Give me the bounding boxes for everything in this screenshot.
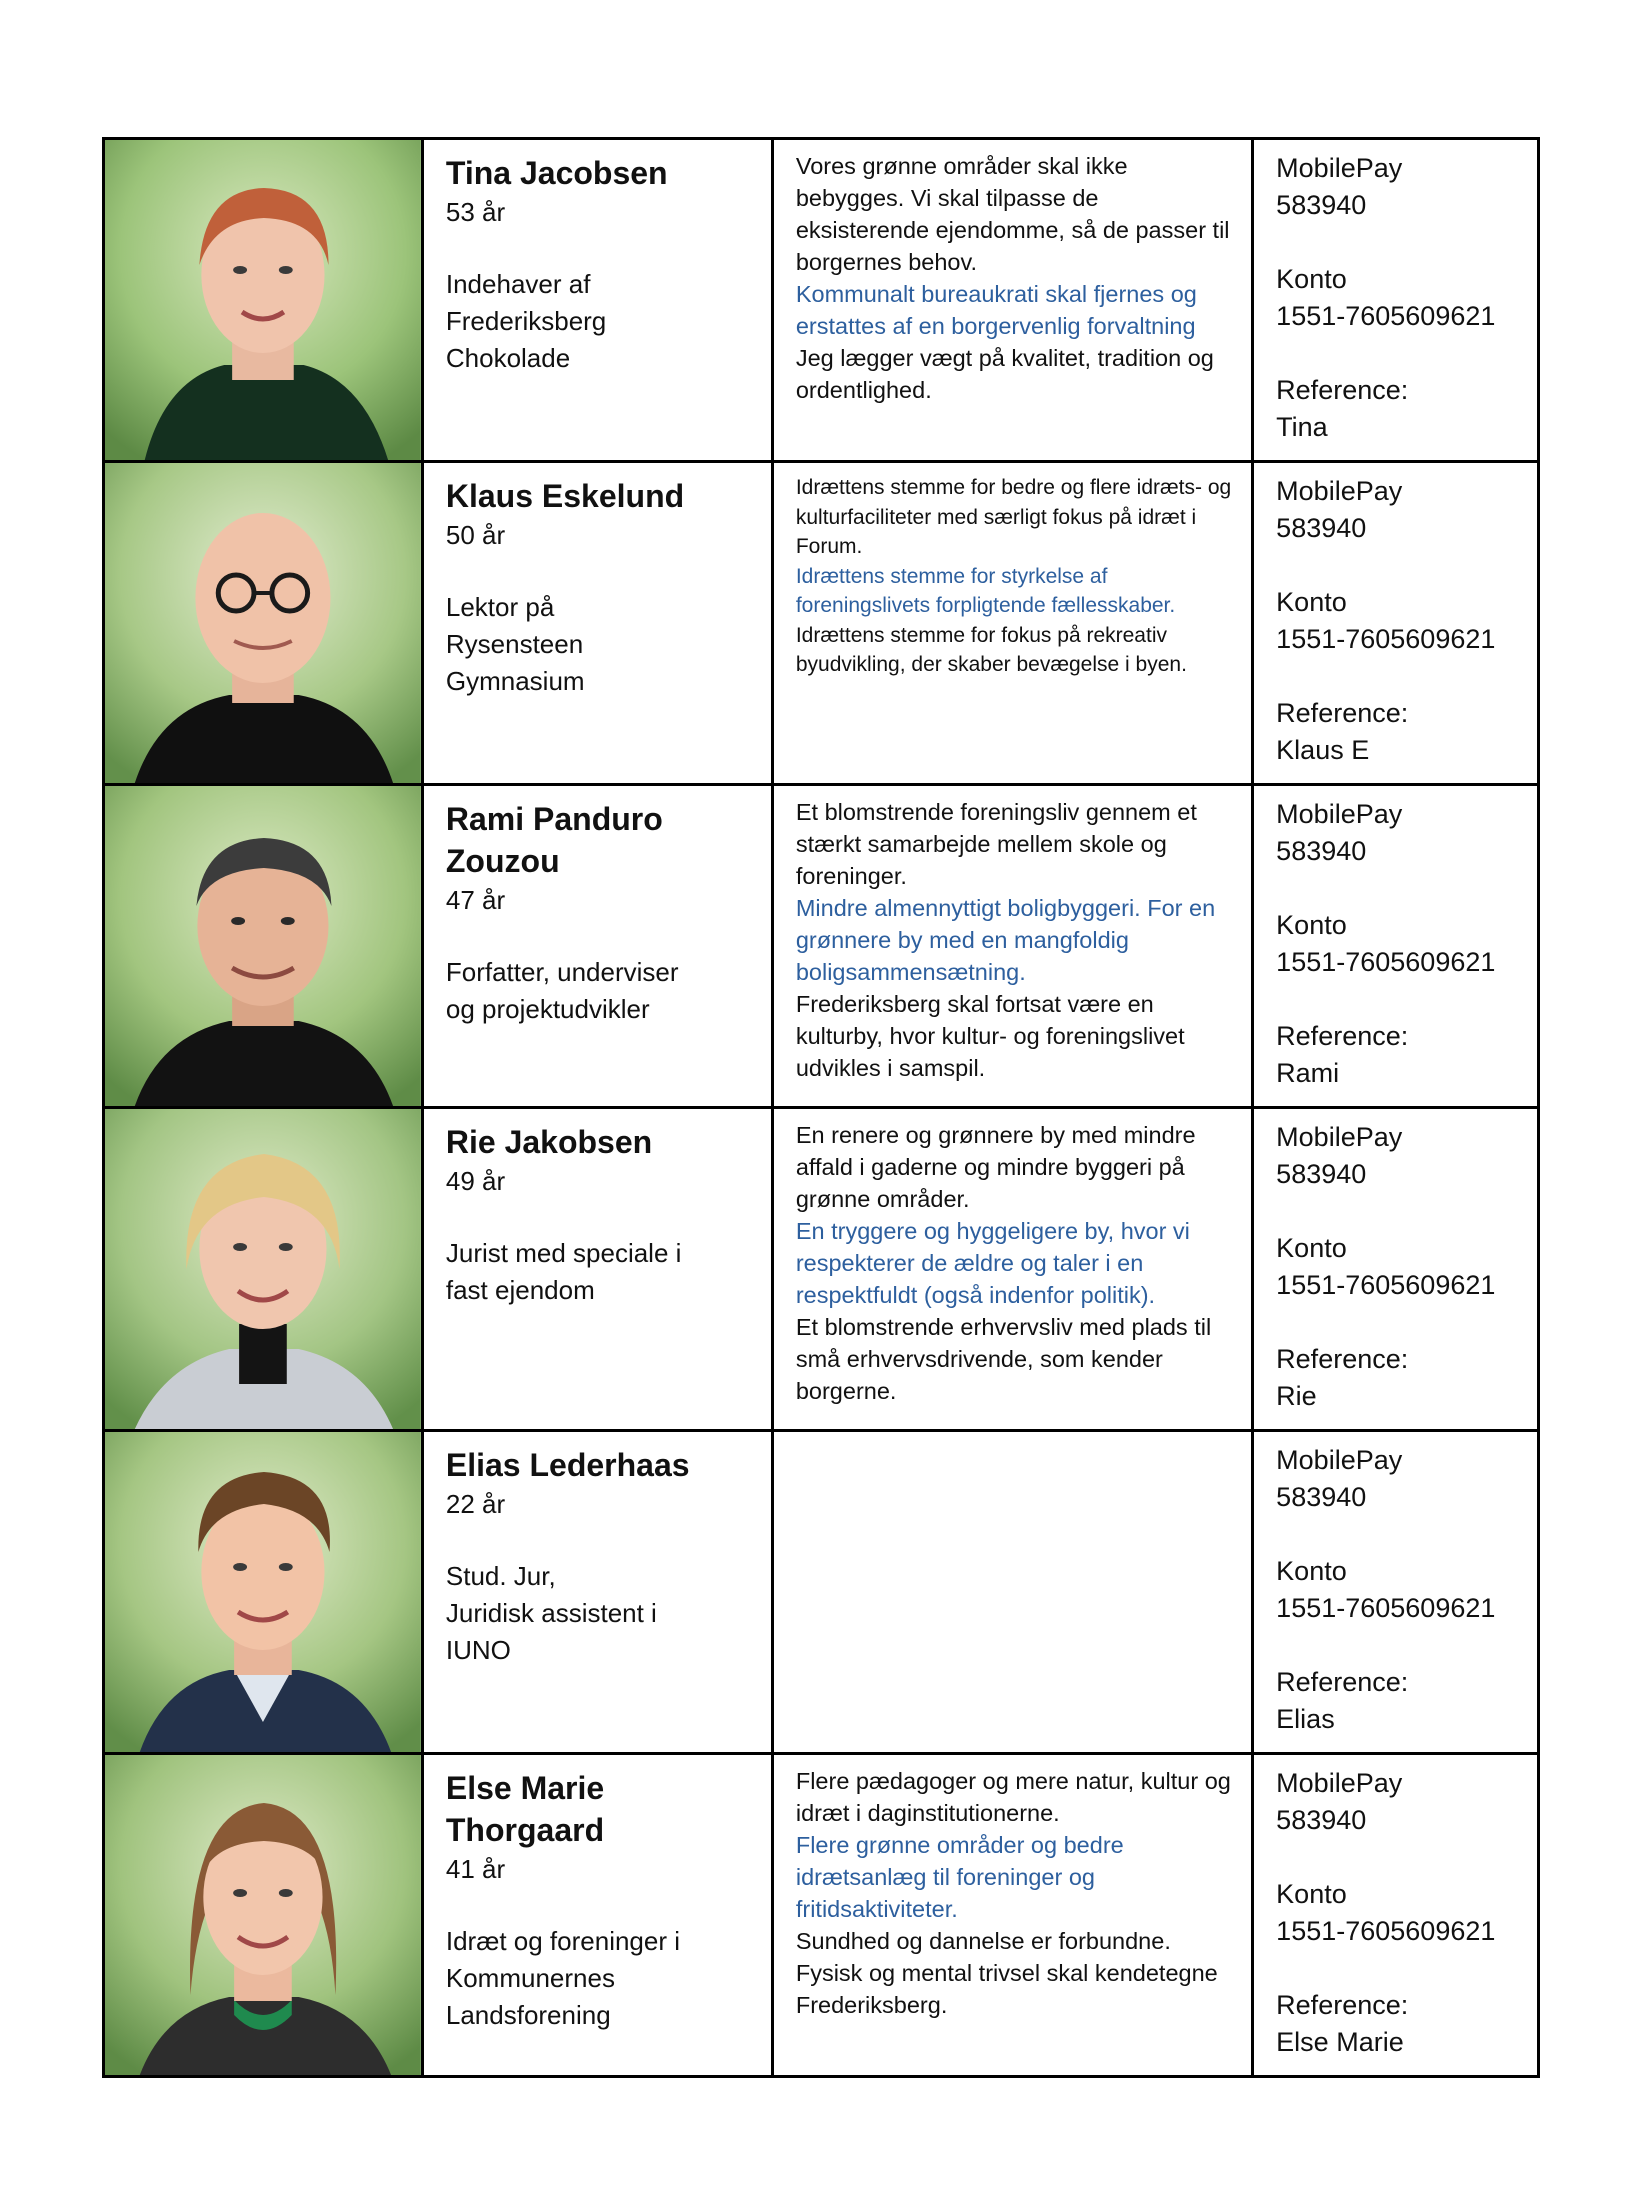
statement: Flere pædagoger og mere natur, kultur og idræt i daginstitutionerne. — [795, 1768, 1231, 1826]
mobilepay-number: 583940 — [1276, 1482, 1367, 1512]
candidate-name: Elias Lederhaas — [445, 1447, 690, 1483]
candidate-photo-cell — [104, 139, 423, 462]
reference-value: Else Marie — [1276, 2027, 1404, 2057]
candidate-photo-cell — [104, 1754, 423, 2077]
konto-label: Konto — [1276, 1879, 1347, 1909]
candidate-payment-cell — [1253, 139, 1539, 462]
konto-label: Konto — [1276, 264, 1347, 294]
candidate-photo-cell — [104, 462, 423, 785]
candidate-info-cell — [422, 1108, 772, 1431]
statement: En renere og grønnere by med mindre affald i gaderne og mindre byggeri på grønne områder. — [795, 1122, 1196, 1212]
candidate-occupation: Idræt og foreninger i Kommunernes Landsforening — [445, 1926, 681, 2030]
candidate-photo — [105, 463, 421, 783]
candidate-payment-cell — [1253, 462, 1539, 785]
reference-value: Rami — [1276, 1058, 1340, 1088]
mobilepay-label: MobilePay — [1276, 1768, 1403, 1798]
statement: Frederiksberg skal fortsat være en kulturby, hvor kultur- og foreningslivet udvikles i samspil. — [795, 991, 1185, 1081]
mobilepay-number: 583940 — [1276, 1159, 1367, 1189]
candidate-age: 22 år — [445, 1489, 506, 1519]
candidate-info-cell — [422, 1754, 772, 2077]
candidate-photo — [105, 786, 421, 1106]
candidate-name: Tina Jacobsen — [445, 155, 668, 191]
candidate-age: 41 år — [445, 1854, 506, 1884]
candidate-row — [104, 1431, 1539, 1754]
candidate-photo-cell — [104, 785, 423, 1108]
reference-value: Tina — [1276, 412, 1328, 442]
statement: Jeg lægger vægt på kvalitet, tradition og ordentlighed. — [795, 345, 1214, 403]
reference-label: Reference: — [1276, 1667, 1409, 1697]
konto-label: Konto — [1276, 1556, 1347, 1586]
candidate-info-cell — [422, 1431, 772, 1754]
statement: Vores grønne områder skal ikke bebygges. Vi skal tilpasse de eksisterende ejendomme, så de passer til borgernes behov. — [795, 153, 1230, 275]
konto-number: 1551-7605609621 — [1276, 1270, 1496, 1300]
candidate-age: 49 år — [445, 1166, 506, 1196]
statement: Idrættens stemme for styrkelse af foreningslivets forpligtende fællesskaber. — [795, 564, 1176, 617]
reference-value: Elias — [1276, 1704, 1335, 1734]
candidate-photo-cell — [104, 1431, 423, 1754]
mobilepay-label: MobilePay — [1276, 799, 1403, 829]
konto-label: Konto — [1276, 1233, 1347, 1263]
statement: Kommunalt bureaukrati skal fjernes og erstattes af en borgervenlig forvaltning — [795, 281, 1197, 339]
mobilepay-label: MobilePay — [1276, 1445, 1403, 1475]
mobilepay-label: MobilePay — [1276, 1122, 1403, 1152]
candidate-payment-cell — [1253, 1431, 1539, 1754]
candidate-occupation: Lektor på Rysensteen Gymnasium — [445, 592, 585, 696]
mobilepay-number: 583940 — [1276, 1805, 1367, 1835]
reference-label: Reference: — [1276, 375, 1409, 405]
konto-number: 1551-7605609621 — [1276, 301, 1496, 331]
candidate-info-cell — [422, 462, 772, 785]
reference-label: Reference: — [1276, 1990, 1409, 2020]
candidate-name: Rie Jakobsen — [445, 1124, 653, 1160]
candidate-payment-cell — [1253, 785, 1539, 1108]
candidate-row — [104, 1108, 1539, 1431]
candidate-name: Else Marie Thorgaard — [445, 1770, 605, 1848]
candidate-photo — [105, 1432, 421, 1752]
candidate-row — [104, 1754, 1539, 2077]
candidate-photo — [105, 140, 421, 460]
statement: Mindre almennyttigt boligbyggeri. For en grønnere by med en mangfoldig boligsammensætning. — [795, 895, 1216, 985]
konto-number: 1551-7605609621 — [1276, 1916, 1496, 1946]
reference-label: Reference: — [1276, 698, 1409, 728]
candidate-statements-cell — [772, 785, 1252, 1108]
statement: Sundhed og dannelse er forbundne. Fysisk og mental trivsel skal kendetegne Frederiksberg. — [795, 1928, 1218, 2018]
statement: Idrættens stemme for fokus på rekreativ byudvikling, der skaber bevægelse i byen. — [795, 623, 1187, 676]
statement: Et blomstrende foreningsliv gennem et stærkt samarbejde mellem skole og foreninger. — [795, 799, 1197, 889]
candidate-photo — [105, 1755, 421, 2075]
konto-label: Konto — [1276, 910, 1347, 940]
candidate-statements-cell — [772, 139, 1252, 462]
konto-number: 1551-7605609621 — [1276, 624, 1496, 654]
reference-label: Reference: — [1276, 1021, 1409, 1051]
mobilepay-number: 583940 — [1276, 513, 1367, 543]
konto-label: Konto — [1276, 587, 1347, 617]
candidate-statements-cell — [772, 462, 1252, 785]
mobilepay-label: MobilePay — [1276, 153, 1403, 183]
mobilepay-label: MobilePay — [1276, 476, 1403, 506]
candidate-occupation: Stud. Jur, Juridisk assistent i IUNO — [445, 1561, 657, 1665]
candidate-statements-cell — [772, 1431, 1252, 1754]
candidate-info-cell — [422, 785, 772, 1108]
statement: En tryggere og hyggeligere by, hvor vi respekterer de ældre og taler i en respektfuldt (også indenfor politik). — [795, 1218, 1190, 1308]
candidate-age: 53 år — [445, 197, 506, 227]
reference-value: Rie — [1276, 1381, 1317, 1411]
candidate-name: Klaus Eskelund — [445, 478, 685, 514]
mobilepay-number: 583940 — [1276, 836, 1367, 866]
candidate-statements-cell — [772, 1754, 1252, 2077]
konto-number: 1551-7605609621 — [1276, 947, 1496, 977]
statement: Flere grønne områder og bedre idrætsanlæg til foreninger og fritidsaktiviteter. — [795, 1832, 1124, 1922]
candidate-row — [104, 785, 1539, 1108]
candidate-age: 47 år — [445, 885, 506, 915]
candidate-row — [104, 139, 1539, 462]
candidate-payment-cell — [1253, 1754, 1539, 2077]
statement: Idrættens stemme for bedre og flere idræts- og kulturfaciliteter med særligt fokus på idræt i Forum. — [795, 476, 1232, 558]
candidate-photo-cell — [104, 1108, 423, 1431]
candidate-occupation: Jurist med speciale i fast ejendom — [445, 1238, 682, 1305]
candidate-statements-cell — [772, 1108, 1252, 1431]
candidate-occupation: Forfatter, underviser og projektudvikler — [445, 957, 679, 1024]
konto-number: 1551-7605609621 — [1276, 1593, 1496, 1623]
statement: Et blomstrende erhvervsliv med plads til små erhvervsdrivende, som kender borgerne. — [795, 1314, 1212, 1404]
mobilepay-number: 583940 — [1276, 190, 1367, 220]
candidate-info-cell — [422, 139, 772, 462]
candidate-name: Rami Panduro Zouzou — [445, 801, 663, 879]
candidates-table — [102, 137, 1540, 2078]
candidate-photo — [105, 1109, 421, 1429]
reference-label: Reference: — [1276, 1344, 1409, 1374]
candidate-payment-cell — [1253, 1108, 1539, 1431]
candidate-age: 50 år — [445, 520, 506, 550]
candidate-row — [104, 462, 1539, 785]
reference-value: Klaus E — [1276, 735, 1370, 765]
candidate-occupation: Indehaver af Frederiksberg Chokolade — [445, 269, 607, 373]
